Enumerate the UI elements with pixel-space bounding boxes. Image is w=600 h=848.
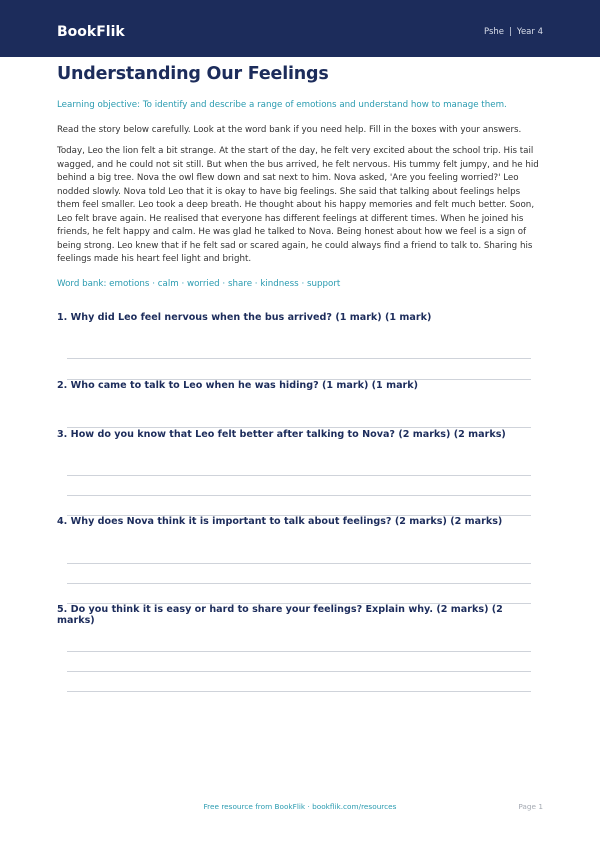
story-passage: Today, Leo the lion felt a bit strange. At the start of the day, he felt very excited about the school trip. His tail wagged, and he could not sit still. But when the bus arrived, he felt nervous. His tummy felt jumpy, and he hid behind a big tree. Nova the owl flew down and sat next to him. Nova asked, 'Are you feeling worried?' Leo nodded slowly. Nova told Leo that it is okay to have big feelings. She said that talking about feelings helps them feel smaller. Leo took a deep breath. He thought about his happy memories and felt much better. Soon, Leo felt brave again. He realised that everyone has different feelings at different times. When he joined his friends, he felt happy and calm. He was glad he talked to Nova. Being honest about how we feel is a sign of being strong. Leo knew that if he felt sad or scared again, he could always find a friend to talk to. Sharing his feelings made his heart feel light and bright. (57, 146, 539, 264)
question-5: 5. Do you think it is easy or hard to share your feelings? Explain why. (2 marks) (2 marks) (57, 604, 503, 626)
page-title: Understanding Our Feelings (57, 64, 329, 84)
answer-line[interactable] (67, 475, 531, 476)
instructions-text: Read the story below carefully. Look at the word bank if you need help. Fill in the boxes with your answers. (57, 125, 522, 135)
question-2: 2. Who came to talk to Leo when he was hiding? (1 mark) (1 mark) (57, 380, 419, 391)
question-3: 3. How do you know that Leo felt better after talking to Nova? (2 marks) (2 marks) (57, 429, 506, 440)
answer-line[interactable] (67, 651, 531, 652)
question-1: 1. Why did Leo feel nervous when the bus arrived? (1 mark) (1 mark) (57, 312, 432, 323)
answer-line[interactable] (67, 358, 531, 359)
page-header (0, 0, 600, 57)
brand-logo-text: BookFlik (57, 24, 125, 40)
answer-line[interactable] (67, 691, 531, 692)
word-bank: Word bank: emotions · calm · worried · share · kindness · support (57, 279, 341, 289)
subject-label: Pshe (483, 27, 505, 37)
answer-line[interactable] (67, 495, 531, 496)
question-4: 4. Why does Nova think it is important to talk about feelings? (2 marks) (2 marks) (57, 516, 503, 527)
learning-objective: Learning objective: To identify and describe a range of emotions and understand how to manage them. (57, 100, 507, 110)
answer-line[interactable] (67, 671, 531, 672)
page-number: Page 1 (518, 802, 543, 811)
answer-line[interactable] (67, 563, 531, 564)
year-label: Year 4 (516, 27, 543, 37)
answer-line[interactable] (67, 583, 531, 584)
meta-separator: | (509, 27, 512, 37)
answer-line[interactable] (67, 427, 531, 428)
subject-year-label (484, 27, 543, 37)
footer-resource-link[interactable]: Free resource from BookFlik · bookflik.com/resources (203, 802, 397, 811)
